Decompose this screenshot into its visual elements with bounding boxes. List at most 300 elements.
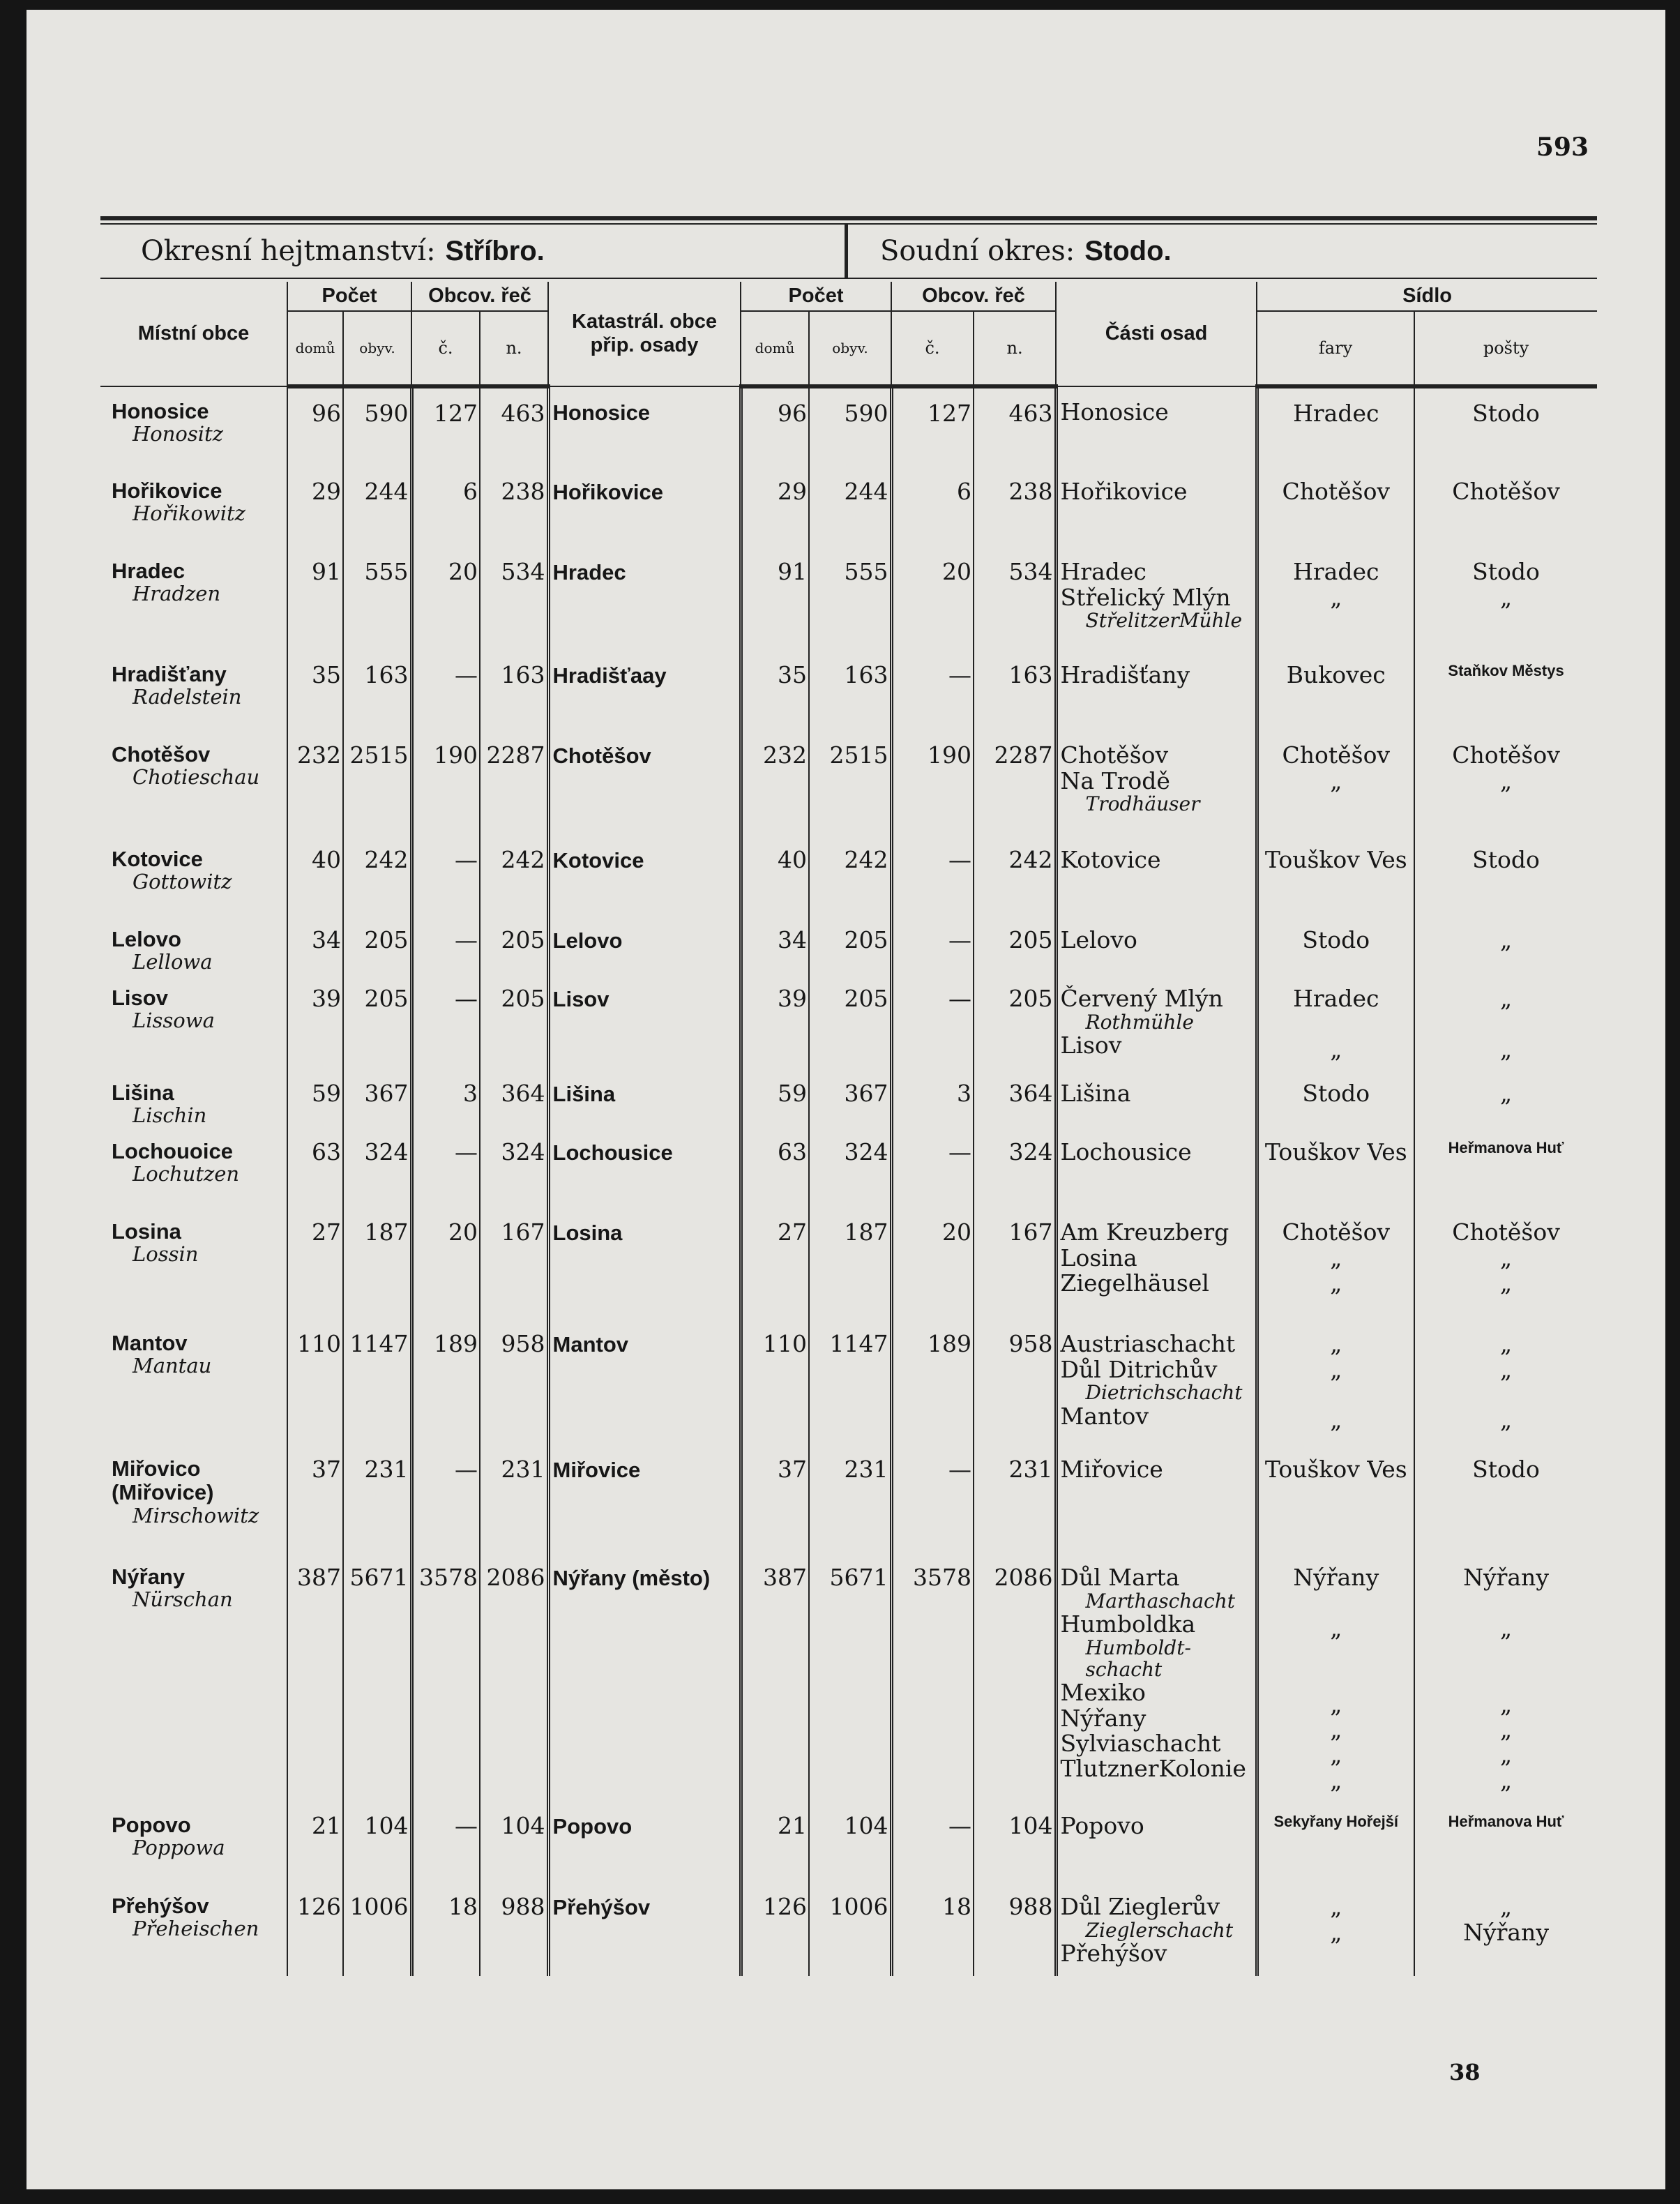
posta-cell xyxy=(1414,915,1597,974)
part-name: Humboldka xyxy=(1060,1610,1196,1638)
cesky-cell: 20 xyxy=(411,1207,480,1319)
nemecky-cell: 163 xyxy=(480,650,548,730)
table-row xyxy=(100,467,1597,547)
obyv-cell: 590 xyxy=(343,386,411,467)
katastr-domu-cell: 21 xyxy=(741,1801,809,1882)
katastr-c-cell: — xyxy=(891,1801,974,1882)
part-name: Humboldt- xyxy=(1085,1636,1191,1659)
part-name: schacht xyxy=(1085,1657,1163,1681)
katastr-cell xyxy=(548,1069,741,1127)
nemecky-cell: 242 xyxy=(480,835,548,915)
katastr-n-cell: 104 xyxy=(974,1801,1056,1882)
domu-cell: 232 xyxy=(287,730,343,835)
katastr-n-cell: 167 xyxy=(974,1207,1056,1319)
col-fary: fary xyxy=(1257,311,1414,386)
part-name: TlutznerKolonie xyxy=(1060,1755,1246,1783)
katastr-cell xyxy=(548,835,741,915)
obyv-cell: 1147 xyxy=(343,1319,411,1444)
fara-cell xyxy=(1257,835,1414,915)
posta-value: „ xyxy=(1499,926,1513,954)
part-name: Lišina xyxy=(1060,1080,1131,1108)
katastr-domu-cell: 39 xyxy=(741,974,809,1069)
fara-cell xyxy=(1257,386,1414,467)
obec-cell xyxy=(100,1882,287,1976)
katastr-cell xyxy=(548,730,741,835)
nemecky-cell: 463 xyxy=(480,386,548,467)
nemecky-cell: 2086 xyxy=(480,1553,548,1801)
katastr-obyv-cell: 1147 xyxy=(809,1319,891,1444)
katastr-cell xyxy=(548,1882,741,1976)
obec-name: Lelovo xyxy=(112,927,181,952)
katastr-n-cell: 534 xyxy=(974,547,1056,650)
posta-value: Nýřany xyxy=(1463,1564,1549,1592)
posta-value xyxy=(1418,610,1594,635)
court-cell xyxy=(848,225,1172,278)
cesky-cell: — xyxy=(411,1127,480,1207)
obec-cell xyxy=(100,1069,287,1127)
col-pocet: Počet xyxy=(287,282,411,311)
col-c-2: č. xyxy=(891,311,974,386)
col-obyv-2: obyv. xyxy=(809,311,891,386)
fara-cell xyxy=(1257,730,1414,835)
katastr-name: Popovo xyxy=(552,1814,633,1839)
domu-cell: 34 xyxy=(287,915,343,974)
col-obcov-rec-2: Obcov. řeč xyxy=(891,282,1056,311)
posta-value xyxy=(1418,1641,1594,1666)
posta-value: „ xyxy=(1499,583,1513,611)
table-row xyxy=(100,1319,1597,1444)
cesky-cell: 189 xyxy=(411,1319,480,1444)
katastr-c-cell: — xyxy=(891,1127,974,1207)
posta-value xyxy=(1418,1945,1594,1970)
katastr-c-cell: 20 xyxy=(891,1207,974,1319)
fara-cell xyxy=(1257,1319,1414,1444)
cesky-cell: 20 xyxy=(411,547,480,650)
part-name: Rothmühle xyxy=(1085,1010,1194,1034)
fara-value: „ xyxy=(1330,1269,1342,1297)
posta-cell xyxy=(1414,730,1597,835)
fara-value: Chotěšov xyxy=(1282,478,1391,506)
cesky-cell: — xyxy=(411,835,480,915)
katastr-domu-cell: 232 xyxy=(741,730,809,835)
obec-german-name: Poppowa xyxy=(133,1836,225,1860)
obec-german-name: Gottowitz xyxy=(133,870,232,894)
katastr-name: Nýřany (město) xyxy=(552,1566,711,1591)
posta-cell xyxy=(1414,1553,1597,1801)
obyv-cell: 555 xyxy=(343,547,411,650)
nemecky-cell: 324 xyxy=(480,1127,548,1207)
katastr-cell xyxy=(548,1801,741,1882)
casti-osad-cell xyxy=(1056,386,1257,467)
nemecky-cell: 104 xyxy=(480,1801,548,1882)
domu-cell: 29 xyxy=(287,467,343,547)
katastr-name: Mantov xyxy=(552,1332,629,1357)
katastr-name: Lelovo xyxy=(552,928,623,953)
posta-value: Heřmanova Huť xyxy=(1448,1139,1564,1157)
obyv-cell: 5671 xyxy=(343,1553,411,1801)
obec-cell xyxy=(100,650,287,730)
fara-cell xyxy=(1257,1207,1414,1319)
part-name: Nýřany xyxy=(1060,1704,1147,1732)
fara-cell xyxy=(1257,1882,1414,1976)
nemecky-cell: 534 xyxy=(480,547,548,650)
fara-value: Touškov Ves xyxy=(1264,1138,1407,1166)
obec-german-name: Radelstein xyxy=(133,685,242,709)
katastr-cell xyxy=(548,1444,741,1553)
municipality-table xyxy=(100,282,1597,1976)
col-katastral: Katastrál. obce přip. osady xyxy=(548,282,741,386)
header-row-1 xyxy=(100,282,1597,311)
posta-value: Stodo xyxy=(1472,558,1540,586)
fara-value: „ xyxy=(1330,1716,1342,1744)
cesky-cell: — xyxy=(411,974,480,1069)
cesky-cell: — xyxy=(411,1444,480,1553)
obec-name: Přehýšov xyxy=(112,1894,209,1919)
obec-german-name: Nürschan xyxy=(133,1587,233,1612)
fara-cell xyxy=(1257,650,1414,730)
domu-cell: 39 xyxy=(287,974,343,1069)
district-cell xyxy=(100,225,848,278)
part-name: Miřovice xyxy=(1060,1456,1163,1484)
table-row xyxy=(100,1553,1597,1801)
obyv-cell: 205 xyxy=(343,915,411,974)
posta-value xyxy=(1418,1591,1594,1616)
katastr-domu-cell: 27 xyxy=(741,1207,809,1319)
casti-osad-cell xyxy=(1056,1801,1257,1882)
fara-value: Touškov Ves xyxy=(1264,846,1407,874)
fara-cell xyxy=(1257,467,1414,547)
part-name: Hradišťany xyxy=(1060,661,1190,689)
part-name: StřelitzerMühle xyxy=(1085,608,1243,632)
obec-name: Losina xyxy=(112,1219,181,1244)
fara-value: „ xyxy=(1330,1690,1342,1718)
table-row xyxy=(100,730,1597,835)
katastr-c-cell: — xyxy=(891,650,974,730)
obec-name: Popovo xyxy=(112,1813,191,1838)
cesky-cell: 190 xyxy=(411,730,480,835)
obec-german-name: Lochutzen xyxy=(133,1162,240,1186)
page-number: 593 xyxy=(1536,133,1589,162)
obec-german-name: Přeheischen xyxy=(133,1917,259,1941)
obyv-cell: 104 xyxy=(343,1801,411,1882)
domu-cell: 96 xyxy=(287,386,343,467)
part-name: Lochousice xyxy=(1060,1138,1192,1166)
fara-value: „ xyxy=(1330,1741,1342,1769)
posta-cell xyxy=(1414,1127,1597,1207)
domu-cell: 40 xyxy=(287,835,343,915)
domu-cell: 126 xyxy=(287,1882,343,1976)
fara-value: Hradec xyxy=(1293,558,1379,586)
katastr-name: Honosice xyxy=(552,400,651,425)
posta-cell xyxy=(1414,1444,1597,1553)
header-row-2 xyxy=(100,311,1597,386)
part-name: Hradec xyxy=(1060,558,1147,586)
obec-name: Miřovico xyxy=(112,1456,201,1481)
obec-german-name: Chotieschau xyxy=(133,765,260,790)
katastr-obyv-cell: 104 xyxy=(809,1801,891,1882)
katastr-domu-cell: 91 xyxy=(741,547,809,650)
part-name: Am Kreuzberg xyxy=(1060,1218,1229,1246)
fara-value: Stodo xyxy=(1302,1080,1370,1108)
katastr-obyv-cell: 205 xyxy=(809,915,891,974)
table-row xyxy=(100,386,1597,467)
posta-value: „ xyxy=(1499,767,1513,794)
obec-cell xyxy=(100,1207,287,1319)
cesky-cell: 18 xyxy=(411,1882,480,1976)
nemecky-cell: 2287 xyxy=(480,730,548,835)
obec-name: Kotovice xyxy=(112,847,203,872)
posta-value: Heřmanova Huť xyxy=(1448,1813,1564,1831)
district-label: Okresní hejtmanství: xyxy=(141,235,436,267)
domu-cell: 387 xyxy=(287,1553,343,1801)
posta-cell xyxy=(1414,1069,1597,1127)
part-name: Popovo xyxy=(1060,1812,1144,1840)
nemecky-cell: 238 xyxy=(480,467,548,547)
col-domu: domů xyxy=(287,311,343,386)
katastr-c-cell: 18 xyxy=(891,1882,974,1976)
table-row xyxy=(100,1801,1597,1882)
posta-value: „ xyxy=(1499,985,1513,1013)
katastr-domu-cell: 96 xyxy=(741,386,809,467)
table-row xyxy=(100,1127,1597,1207)
domu-cell: 63 xyxy=(287,1127,343,1207)
fara-value: „ xyxy=(1330,583,1342,611)
katastr-n-cell: 242 xyxy=(974,835,1056,915)
obec-name: Hradec xyxy=(112,559,186,584)
obyv-cell: 231 xyxy=(343,1444,411,1553)
katastr-c-cell: 3 xyxy=(891,1069,974,1127)
table-row xyxy=(100,835,1597,915)
nemecky-cell: 958 xyxy=(480,1319,548,1444)
court-label: Soudní okres: xyxy=(880,235,1075,267)
fara-value: „ xyxy=(1330,767,1342,794)
katastr-obyv-cell: 5671 xyxy=(809,1553,891,1801)
part-name: Důl Marta xyxy=(1060,1564,1180,1592)
katastr-cell xyxy=(548,650,741,730)
katastr-obyv-cell: 555 xyxy=(809,547,891,650)
katastr-obyv-cell: 163 xyxy=(809,650,891,730)
nemecky-cell: 364 xyxy=(480,1069,548,1127)
obec-german-name: Lissowa xyxy=(133,1009,215,1033)
obec-name: Hradišťany xyxy=(112,662,227,687)
fara-cell xyxy=(1257,1801,1414,1882)
katastr-domu-cell: 126 xyxy=(741,1882,809,1976)
katastr-obyv-cell: 242 xyxy=(809,835,891,915)
obec-name: Lisov xyxy=(112,986,168,1011)
katastr-domu-cell: 387 xyxy=(741,1553,809,1801)
katastr-c-cell: 3578 xyxy=(891,1553,974,1801)
fara-cell xyxy=(1257,1069,1414,1127)
katastr-domu-cell: 35 xyxy=(741,650,809,730)
katastr-c-cell: 20 xyxy=(891,547,974,650)
cesky-cell: — xyxy=(411,1801,480,1882)
table-row xyxy=(100,650,1597,730)
katastr-cell xyxy=(548,1207,741,1319)
domu-cell: 35 xyxy=(287,650,343,730)
casti-osad-cell xyxy=(1056,1444,1257,1553)
domu-cell: 110 xyxy=(287,1319,343,1444)
posta-value: „ xyxy=(1499,1716,1513,1744)
posta-cell xyxy=(1414,835,1597,915)
obec-name: Hořikovice xyxy=(112,478,222,504)
katastr-n-cell: 205 xyxy=(974,915,1056,974)
fara-value xyxy=(1262,1012,1412,1037)
posta-value: Staňkov Městys xyxy=(1448,662,1564,680)
nemecky-cell: 167 xyxy=(480,1207,548,1319)
posta-cell xyxy=(1414,974,1597,1069)
katastr-name: Přehýšov xyxy=(552,1895,651,1920)
obec-german-name: Hradzen xyxy=(133,582,221,606)
casti-osad-cell xyxy=(1056,467,1257,547)
katastr-c-cell: 190 xyxy=(891,730,974,835)
casti-osad-cell xyxy=(1056,547,1257,650)
posta-value: Chotěšov xyxy=(1452,1218,1560,1246)
katastr-obyv-cell: 231 xyxy=(809,1444,891,1553)
posta-value: „ xyxy=(1499,1741,1513,1769)
fara-value xyxy=(1262,610,1412,635)
fara-value: Bukovec xyxy=(1286,661,1386,689)
fara-value xyxy=(1262,794,1412,819)
obyv-cell: 1006 xyxy=(343,1882,411,1976)
domu-cell: 21 xyxy=(287,1801,343,1882)
katastr-obyv-cell: 187 xyxy=(809,1207,891,1319)
katastr-c-cell: 6 xyxy=(891,467,974,547)
part-name: Sylviaschacht xyxy=(1060,1729,1221,1757)
obyv-cell: 2515 xyxy=(343,730,411,835)
obec-german-name: Lellowa xyxy=(133,950,213,974)
obyv-cell: 244 xyxy=(343,467,411,547)
cesky-cell: 3578 xyxy=(411,1553,480,1801)
katastr-n-cell: 231 xyxy=(974,1444,1056,1553)
posta-value: Stodo xyxy=(1472,846,1540,874)
posta-value: „ xyxy=(1499,1269,1513,1297)
posta-value: Chotěšov xyxy=(1452,478,1560,506)
katastr-obyv-cell: 1006 xyxy=(809,1882,891,1976)
table-body xyxy=(100,386,1597,1976)
katastr-name: Lišina xyxy=(552,1082,616,1107)
table-row xyxy=(100,915,1597,974)
col-obyv: obyv. xyxy=(343,311,411,386)
obec-cell xyxy=(100,547,287,650)
posta-value xyxy=(1418,794,1594,819)
fara-value: Touškov Ves xyxy=(1264,1456,1407,1484)
part-name: Střelický Mlýn xyxy=(1060,583,1231,611)
fara-value: Hradec xyxy=(1293,400,1379,428)
cesky-cell: 6 xyxy=(411,467,480,547)
page xyxy=(27,10,1665,2189)
casti-osad-cell xyxy=(1056,1069,1257,1127)
fara-value xyxy=(1262,1945,1412,1970)
obec-cell xyxy=(100,835,287,915)
fara-cell xyxy=(1257,915,1414,974)
casti-osad-cell xyxy=(1056,1127,1257,1207)
obec-cell xyxy=(100,1127,287,1207)
katastr-c-cell: — xyxy=(891,915,974,974)
casti-osad-cell xyxy=(1056,974,1257,1069)
posta-cell xyxy=(1414,467,1597,547)
fara-cell xyxy=(1257,1127,1414,1207)
katastr-cell xyxy=(548,467,741,547)
obyv-cell: 367 xyxy=(343,1069,411,1127)
posta-value xyxy=(1418,1012,1594,1037)
obyv-cell: 324 xyxy=(343,1127,411,1207)
cesky-cell: — xyxy=(411,915,480,974)
fara-value: „ xyxy=(1330,1244,1342,1271)
obyv-cell: 242 xyxy=(343,835,411,915)
katastr-n-cell: 2287 xyxy=(974,730,1056,835)
fara-value: „ xyxy=(1330,1330,1342,1358)
casti-osad-cell xyxy=(1056,1882,1257,1976)
posta-value: „ xyxy=(1499,1080,1513,1108)
katastr-cell xyxy=(548,1319,741,1444)
cesky-cell: — xyxy=(411,650,480,730)
posta-cell xyxy=(1414,650,1597,730)
part-name: Zieglerschacht xyxy=(1085,1918,1234,1942)
obec-cell xyxy=(100,1319,287,1444)
katastr-cell xyxy=(548,386,741,467)
posta-value: Nýřany xyxy=(1463,1918,1549,1946)
obec-cell xyxy=(100,1444,287,1553)
part-name: Trodhäuser xyxy=(1085,792,1200,815)
part-name: Dietrichschacht xyxy=(1085,1380,1243,1404)
katastr-domu-cell: 110 xyxy=(741,1319,809,1444)
fara-value xyxy=(1262,1667,1412,1692)
katastr-n-cell: 324 xyxy=(974,1127,1056,1207)
posta-value: „ xyxy=(1499,1406,1513,1434)
fara-value: „ xyxy=(1330,1614,1342,1642)
obec-german-name: Honositz xyxy=(133,422,223,446)
posta-value: Chotěšov xyxy=(1452,741,1560,769)
table-row xyxy=(100,547,1597,650)
obyv-cell: 205 xyxy=(343,974,411,1069)
col-casti-osad: Části osad xyxy=(1056,282,1257,386)
part-name: Kotovice xyxy=(1060,846,1161,874)
nemecky-cell: 988 xyxy=(480,1882,548,1976)
nemecky-cell: 205 xyxy=(480,974,548,1069)
obec-cell xyxy=(100,1553,287,1801)
posta-value: „ xyxy=(1499,1330,1513,1358)
katastr-domu-cell: 37 xyxy=(741,1444,809,1553)
posta-cell xyxy=(1414,1882,1597,1976)
cesky-cell: 127 xyxy=(411,386,480,467)
katastr-name: Lisov xyxy=(552,987,610,1012)
obec-name: Lišina xyxy=(112,1080,174,1105)
katastr-n-cell: 958 xyxy=(974,1319,1056,1444)
obec-german-name: Hořikowitz xyxy=(133,501,245,526)
fara-value xyxy=(1262,1641,1412,1666)
part-name: Mexiko xyxy=(1060,1679,1146,1707)
col-n-2: n. xyxy=(974,311,1056,386)
domu-cell: 27 xyxy=(287,1207,343,1319)
casti-osad-cell xyxy=(1056,650,1257,730)
posta-value: „ xyxy=(1499,1690,1513,1718)
obec-cell xyxy=(100,915,287,974)
katastr-obyv-cell: 367 xyxy=(809,1069,891,1127)
col-sidlo: Sídlo xyxy=(1257,282,1597,311)
fara-value: Stodo xyxy=(1302,926,1370,954)
posta-cell xyxy=(1414,547,1597,650)
posta-value: Stodo xyxy=(1472,400,1540,428)
part-name: Důl Ditrichův xyxy=(1060,1355,1218,1383)
katastr-cell xyxy=(548,974,741,1069)
katastr-n-cell: 163 xyxy=(974,650,1056,730)
posta-value xyxy=(1418,1382,1594,1407)
fara-cell xyxy=(1257,1553,1414,1801)
part-name: Losina xyxy=(1060,1244,1137,1271)
nemecky-cell: 205 xyxy=(480,915,548,974)
part-name: Červený Mlýn xyxy=(1060,985,1223,1013)
part-name: Přehýšov xyxy=(1060,1940,1167,1968)
